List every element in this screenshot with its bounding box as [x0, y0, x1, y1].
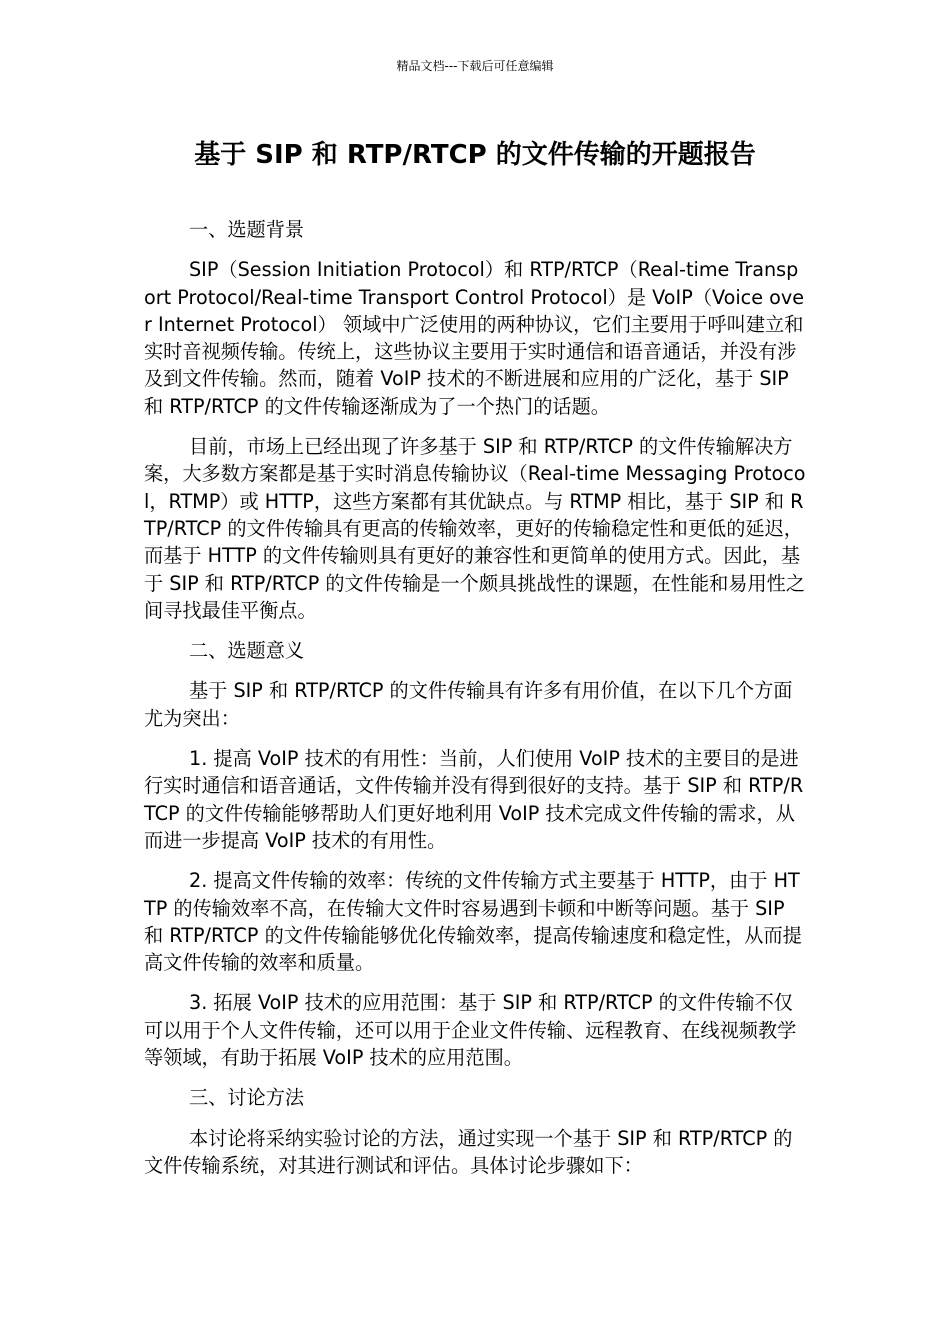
running-header: 精品文档---下载后可任意编辑: [396, 59, 554, 73]
paragraph-background-intro: SIP（Session Initiation Protocol）和 RTP/RTCP（Real-time Transport Protocol/Real-time Transport Control Protocol）是 VoIP（Voice over Internet Protocol） 领域中广泛使用的两种协议，它们主要用于呼叫建立和实时音视频传输。传统上，这些协议主要用于实时通信和语音通话，并没有涉及到文件传输。然而，随着 VoIP 技术的不断进展和应用的广泛化，基于 SIP 和 RTP/RTCP 的文件传输逐渐成为了一个热门的话题。: [144, 258, 805, 418]
section-heading-method: 三、讨论方法: [189, 1086, 305, 1110]
list-item-voip-usefulness: 1. 提高 VoIP 技术的有用性：当前，人们使用 VoIP 技术的主要目的是进行实时通信和语音通话，文件传输并没有得到很好的支持。基于 SIP 和 RTP/RTCP 的文件传输能够帮助人们更好地利用 VoIP 技术完成文件传输的需求，从而进一步提高 VoIP 技术的有用性。: [144, 747, 804, 852]
list-item-application-scope: 3. 拓展 VoIP 技术的应用范围：基于 SIP 和 RTP/RTCP 的文件传输不仅可以用于个人文件传输，还可以用于企业文件传输、远程教育、在线视频教学等领域，有助于拓展 VoIP 技术的应用范围。: [144, 991, 797, 1070]
section-heading-background: 一、选题背景: [189, 218, 305, 241]
section-heading-significance: 二、选题意义: [189, 639, 305, 663]
document-title: 基于 SIP 和 RTP/RTCP 的文件传输的开题报告: [194, 140, 756, 170]
document-body: [144, 216, 806, 1192]
paragraph-significance-intro: 基于 SIP 和 RTP/RTCP 的文件传输具有许多有用价值，在以下几个方面尤为突出：: [144, 679, 793, 730]
list-item-transfer-efficiency: 2. 提高文件传输的效率：传统的文件传输方式主要基于 HTTP，由于 HTTP 的传输效率不高，在传输大文件时容易遇到卡顿和中断等问题。基于 SIP 和 RTP/RTCP 的文件传输能够优化传输效率，提高传输速度和稳定性，从而提高文件传输的效率和质量。: [144, 869, 802, 975]
paragraph-market-status: 目前，市场上已经出现了许多基于 SIP 和 RTP/RTCP 的文件传输解决方案，大多数方案都是基于实时消息传输协议（Real-time Messaging Protocol，RTMP）或 HTTP，这些方案都有其优缺点。与 RTMP 相比，基于 SIP 和 RTP/RTCP 的文件传输具有更高的传输效率，更好的传输稳定性和更低的延迟，而基于 HTTP 的文件传输则具有更好的兼容性和更简单的使用方式。因此，基于 SIP 和 RTP/RTCP 的文件传输是一个颇具挑战性的课题，在性能和易用性之间寻找最佳平衡点。: [144, 435, 806, 622]
paragraph-method-intro: 本讨论将采纳实验讨论的方法，通过实现一个基于 SIP 和 RTP/RTCP 的文件传输系统，对其进行测试和评估。具体讨论步骤如下：: [144, 1126, 793, 1177]
